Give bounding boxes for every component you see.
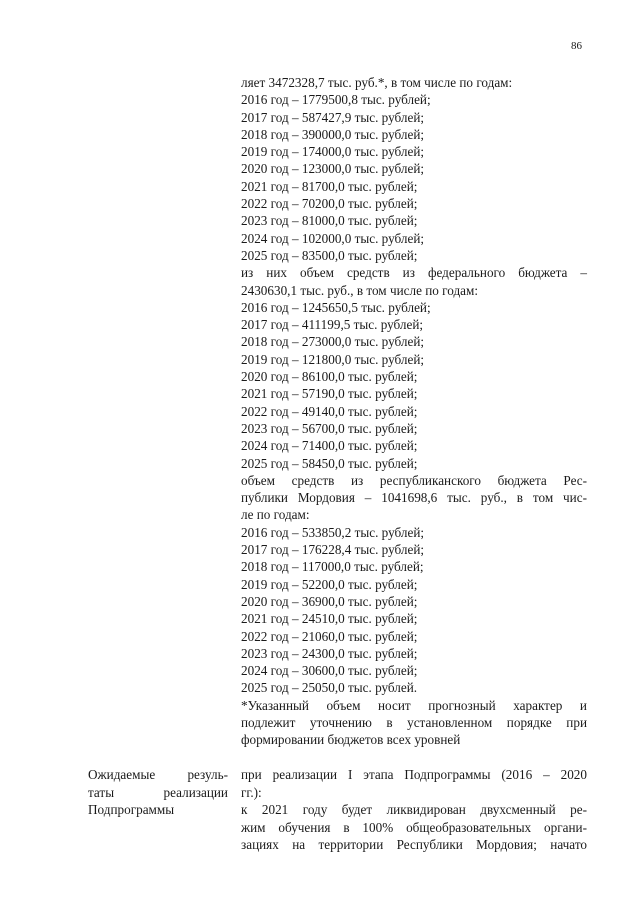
federal-year-2020: 2020 год – 86100,0 тыс. рублей; xyxy=(241,369,418,385)
budget-intro: ляет 3472328,7 тыс. руб.*, в том числе по годам: xyxy=(241,75,513,90)
federal-year-2025: 2025 год – 58450,0 тыс. рублей; xyxy=(241,455,418,471)
republic-year-2021: 2021 год – 24510,0 тыс. рублей; xyxy=(241,611,418,627)
results-line-5: зациях на территории Республики Мордовия; начато xyxy=(241,837,587,853)
federal-year-2016: 2016 год – 1245650,5 тыс. рублей; xyxy=(241,299,431,315)
results-label-line-1: Ожидаемые резуль- xyxy=(88,767,228,782)
note-line-3: формировании бюджетов всех уровней xyxy=(241,732,461,748)
republic-years-list xyxy=(241,524,587,697)
republic-year-2016: 2016 год – 533850,2 тыс. рублей; xyxy=(241,524,425,540)
results-text xyxy=(241,766,587,854)
federal-intro-line-1: из них объем средств из федерального бюджета – xyxy=(241,265,587,281)
total-year-2019: 2019 год – 174000,0 тыс. рублей; xyxy=(241,144,425,160)
federal-year-2021: 2021 год – 57190,0 тыс. рублей; xyxy=(241,386,418,402)
federal-years-list xyxy=(241,299,587,472)
total-year-2017: 2017 год – 587427,9 тыс. рублей; xyxy=(241,109,425,125)
results-line-4: жим обучения в 100% общеобразовательных органи- xyxy=(241,819,587,835)
results-line-2: гг.): xyxy=(241,784,262,800)
republic-year-2024: 2024 год – 30600,0 тыс. рублей; xyxy=(241,663,418,679)
note-line-1: *Указанный объем носит прогнозный характер и xyxy=(241,697,587,713)
republic-year-2018: 2018 год – 117000,0 тыс. рублей; xyxy=(241,559,424,575)
total-year-2021: 2021 год – 81700,0 тыс. рублей; xyxy=(241,178,418,194)
total-year-2022: 2022 год – 70200,0 тыс. рублей; xyxy=(241,196,418,212)
results-line-3: к 2021 году будет ликвидирован двухсменный ре- xyxy=(241,802,587,818)
total-year-2023: 2023 год – 81000,0 тыс. рублей; xyxy=(241,213,418,229)
republic-intro-line-3: ле по годам: xyxy=(241,507,310,523)
federal-year-2024: 2024 год – 71400,0 тыс. рублей; xyxy=(241,438,418,454)
federal-year-2022: 2022 год – 49140,0 тыс. рублей; xyxy=(241,403,418,419)
total-year-2018: 2018 год – 390000,0 тыс. рублей; xyxy=(241,126,425,142)
total-years-list xyxy=(241,91,587,264)
republic-intro-line-2: публики Мордовия – 1041698,6 тыс. руб., в том чис- xyxy=(241,490,587,506)
results-label-line-3: Подпрограммы xyxy=(88,802,175,818)
total-year-2025: 2025 год – 83500,0 тыс. рублей; xyxy=(241,247,418,263)
federal-intro-line-2: 2430630,1 тыс. руб., в том числе по годам: xyxy=(241,282,479,298)
total-year-2020: 2020 год – 123000,0 тыс. рублей; xyxy=(241,161,425,177)
federal-year-2019: 2019 год – 121800,0 тыс. рублей; xyxy=(241,351,425,367)
republic-year-2023: 2023 год – 24300,0 тыс. рублей; xyxy=(241,645,418,661)
budget-section xyxy=(241,74,587,749)
republic-intro-line-1: объем средств из республиканского бюджета Рес- xyxy=(241,472,587,488)
results-line-1: при реализации I этапа Подпрограммы (2016 – 2020 xyxy=(241,767,587,782)
results-label-line-2: таты реализации xyxy=(88,784,228,800)
total-year-2024: 2024 год – 102000,0 тыс. рублей; xyxy=(241,230,425,246)
republic-year-2020: 2020 год – 36900,0 тыс. рублей; xyxy=(241,593,418,609)
page-number: 86 xyxy=(571,40,582,52)
republic-year-2022: 2022 год – 21060,0 тыс. рублей; xyxy=(241,628,418,644)
federal-year-2018: 2018 год – 273000,0 тыс. рублей; xyxy=(241,334,425,350)
federal-year-2023: 2023 год – 56700,0 тыс. рублей; xyxy=(241,420,418,436)
note-line-2: подлежит уточнению в установленном порядке при xyxy=(241,714,587,730)
total-year-2016: 2016 год – 1779500,8 тыс. рублей; xyxy=(241,92,431,108)
results-label xyxy=(88,766,228,819)
republic-year-2025: 2025 год – 25050,0 тыс. рублей. xyxy=(241,680,418,696)
republic-year-2019: 2019 год – 52200,0 тыс. рублей; xyxy=(241,576,418,592)
republic-year-2017: 2017 год – 176228,4 тыс. рублей; xyxy=(241,542,425,558)
federal-year-2017: 2017 год – 411199,5 тыс. рублей; xyxy=(241,317,424,333)
